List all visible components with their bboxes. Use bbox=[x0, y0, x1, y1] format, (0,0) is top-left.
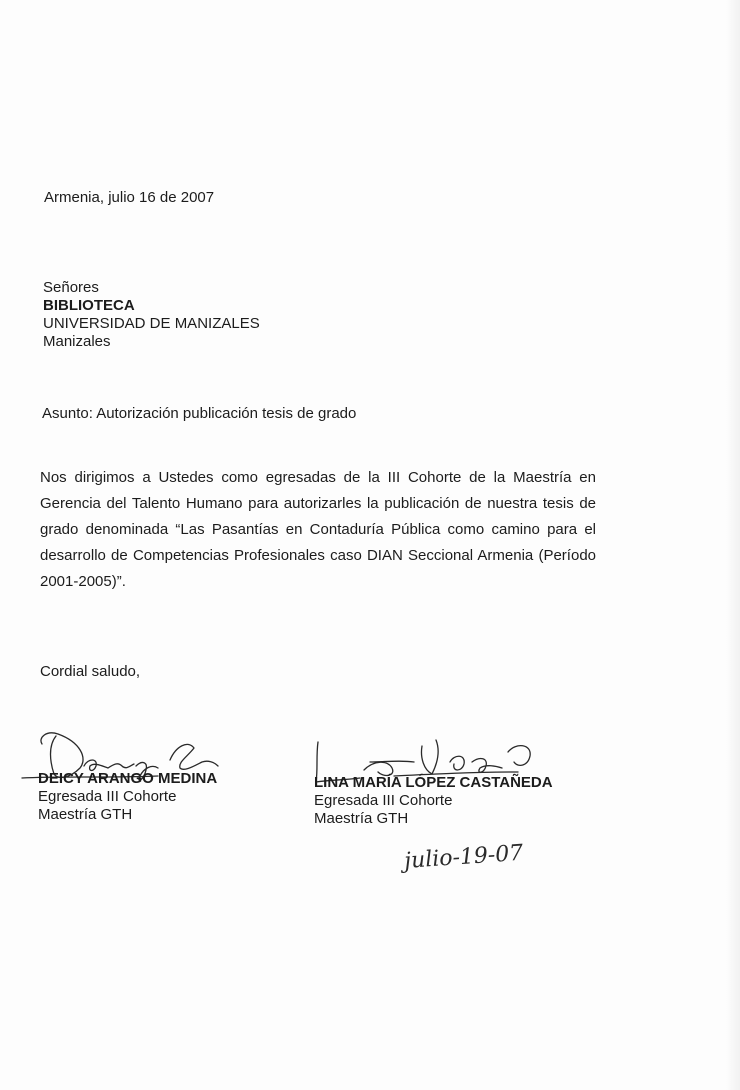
recipient-salutation: Señores bbox=[43, 279, 99, 296]
letter-body: Nos dirigimos a Ustedes como egresadas de la III Cohorte de la Maestría en Gerencia del Talento Humano para autorizarles la publicación de nuestra tesis de grado denominada “Las Pasantías en Contaduría Pública como camino para el desarrollo de Competencias Profesionales caso DIAN Seccional Armenia (Período 2001-2005)”. bbox=[40, 469, 596, 590]
signatory-program: Maestría GTH bbox=[38, 806, 133, 823]
handwritten-date-text: julio-19-07 bbox=[403, 840, 525, 874]
letter-date: Armenia, julio 16 de 2007 bbox=[44, 189, 215, 206]
signatory-name: DEICY ARANGO MEDINA bbox=[38, 770, 218, 787]
signatory-role: Egresada III Cohorte bbox=[314, 792, 453, 809]
recipient-university: UNIVERSIDAD DE MANIZALES bbox=[43, 315, 260, 332]
signatory-block-right bbox=[314, 774, 553, 828]
handwritten-date bbox=[400, 832, 590, 876]
letter-closing: Cordial saludo, bbox=[40, 663, 141, 680]
signatory-block-left bbox=[38, 770, 217, 824]
scan-edge-shadow bbox=[726, 0, 740, 1090]
recipient-city: Manizales bbox=[43, 333, 111, 350]
signatory-role: Egresada III Cohorte bbox=[38, 788, 177, 805]
signatory-program: Maestría GTH bbox=[314, 810, 409, 827]
recipient-organization: BIBLIOTECA bbox=[43, 297, 135, 314]
letter-subject: Asunto: Autorización publicación tesis de grado bbox=[42, 405, 357, 422]
signatory-name: LINA MARÍA LÓPEZ CASTAÑEDA bbox=[314, 774, 553, 791]
